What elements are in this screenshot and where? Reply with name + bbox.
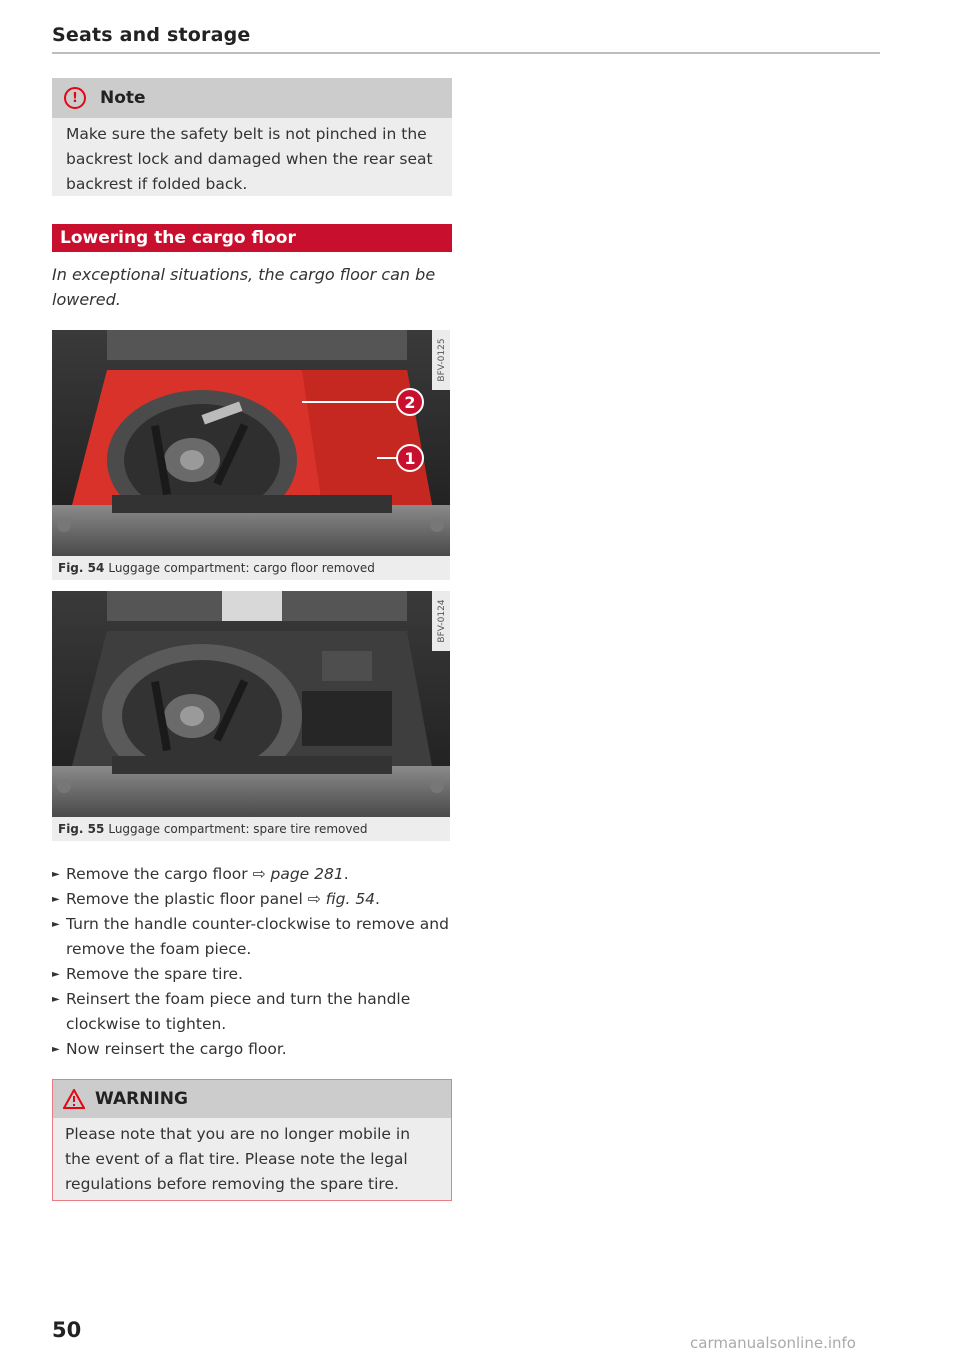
step-item: ► Now reinsert the cargo floor. (52, 1037, 452, 1062)
figure-55-illustration (52, 591, 450, 817)
warning-box (52, 1079, 452, 1201)
page-header (52, 24, 880, 54)
bullet-arrow-icon: ► (52, 994, 60, 1005)
warning-triangle-icon (63, 1089, 85, 1109)
callout-2-label: 2 (404, 393, 416, 412)
bullet-arrow-icon: ► (52, 919, 60, 930)
figure-54-caption (52, 556, 450, 580)
callout-1-label: 1 (404, 449, 416, 468)
section-intro: In exceptional situations, the cargo floor can be lowered. (52, 265, 436, 309)
note-title: Note (100, 88, 146, 108)
watermark: carmanualsonline.info (690, 1334, 856, 1352)
instruction-steps (52, 862, 452, 1062)
section-heading-bar (52, 224, 452, 252)
figure-55-label: Fig. 55 (58, 822, 105, 836)
step-item: ► Remove the plastic floor panel ⇨ fig. 54. (52, 887, 452, 912)
warning-title: WARNING (95, 1089, 188, 1109)
warning-header (53, 1080, 451, 1118)
step-item: ► Remove the spare tire. (52, 962, 452, 987)
note-header (52, 78, 452, 118)
figure-55-caption (52, 817, 450, 841)
figure-54-caption-text: Luggage compartment: cargo floor removed (108, 561, 375, 575)
section-heading: Lowering the cargo floor (60, 228, 296, 248)
figure-55-caption-text: Luggage compartment: spare tire removed (108, 822, 368, 836)
figure-55 (52, 591, 450, 841)
note-box (52, 78, 452, 196)
figure-54 (52, 330, 450, 580)
bullet-arrow-icon: ► (52, 969, 60, 980)
figure-55-code: BFV-0124 (437, 599, 447, 643)
page-number: 50 (52, 1318, 82, 1342)
note-body: Make sure the safety belt is not pinched in the backrest lock and damaged when the rear seat backrest if folded back. (66, 125, 433, 193)
figure-reference-link[interactable]: ⇨ fig. 54 (307, 890, 376, 908)
step-item: ► Reinsert the foam piece and turn the handle clockwise to tighten. (52, 987, 452, 1037)
exclamation-circle-icon: ! (64, 87, 86, 109)
figure-54-label: Fig. 54 (58, 561, 105, 575)
bullet-arrow-icon: ► (52, 894, 60, 905)
page-reference-link[interactable]: ⇨ page 281 (252, 865, 344, 883)
figure-54-code: BFV-0125 (437, 338, 447, 382)
bullet-arrow-icon: ► (52, 869, 60, 880)
warning-body: Please note that you are no longer mobile in the event of a flat tire. Please note the legal regulations before removing the spare tire. (65, 1125, 411, 1193)
bullet-arrow-icon: ► (52, 1044, 60, 1055)
step-item: ► Remove the cargo floor ⇨ page 281. (52, 862, 452, 887)
figure-54-illustration (52, 330, 450, 556)
step-item: ► Turn the handle counter-clockwise to remove and remove the foam piece. (52, 912, 452, 962)
section-header-title: Seats and storage (52, 24, 251, 46)
